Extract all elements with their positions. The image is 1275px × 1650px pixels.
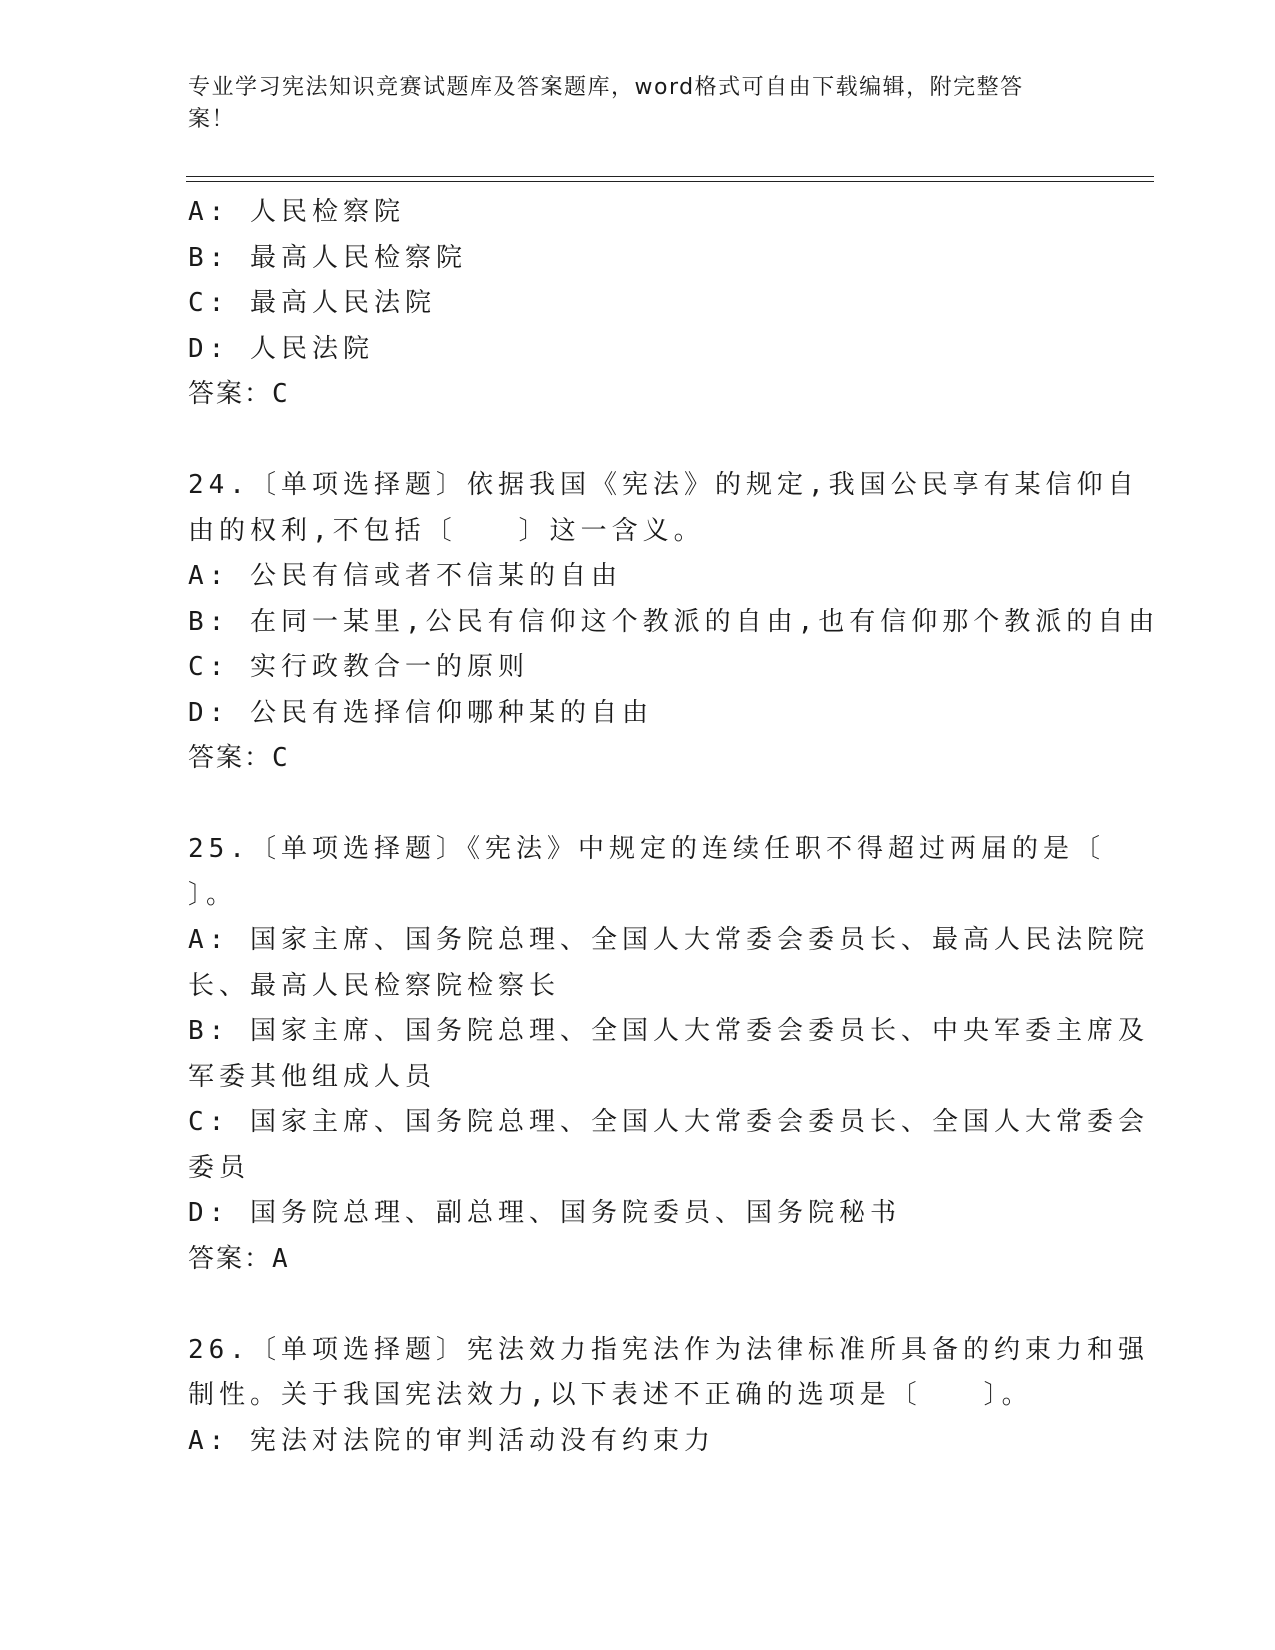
option-d: D: 人民法院 bbox=[188, 333, 374, 364]
answer bbox=[188, 372, 1088, 418]
question-list bbox=[188, 190, 1160, 1464]
answer-value: C bbox=[272, 379, 290, 409]
answer-label: 答案： bbox=[188, 1243, 273, 1274]
question-24 bbox=[188, 463, 1160, 782]
header-rule-bottom bbox=[186, 181, 1154, 182]
answer bbox=[188, 1237, 1088, 1283]
option-b: B: 国家主席、国务院总理、全国人大常委会委员长、中央军委主席及 bbox=[188, 1016, 1149, 1046]
option-a: A: 国家主席、国务院总理、全国人大常委会委员长、最高人民法院院 bbox=[188, 925, 1149, 955]
answer-value: C bbox=[272, 743, 290, 773]
question-stem: 由的权利,不包括〔 〕这一含义。 bbox=[188, 515, 705, 546]
option-a: 长、最高人民检察院检察长 bbox=[188, 970, 561, 1001]
question-stem: 25.〔单项选择题〕《宪法》中规定的连续任职不得超过两届的是〔 bbox=[188, 834, 1105, 864]
question-stem: 26.〔单项选择题〕宪法效力指宪法作为法律标准所具备的约束力和强 bbox=[188, 1334, 1149, 1365]
document-header: 专业学习宪法知识竞赛试题库及答案题库，word格式可自由下载编辑，附完整答案！ bbox=[188, 75, 1024, 132]
option-c: C: 最高人民法院 bbox=[188, 288, 436, 318]
option-c: 委员 bbox=[188, 1152, 251, 1183]
question-26 bbox=[188, 1328, 1149, 1465]
option-a: A: 宪法对法院的审判活动没有约束力 bbox=[188, 1425, 715, 1456]
option-b: 军委其他组成人员 bbox=[188, 1061, 437, 1092]
answer-label: 答案： bbox=[188, 379, 273, 409]
question-25 bbox=[188, 827, 1149, 1282]
answer-label: 答案： bbox=[188, 743, 273, 773]
answer bbox=[188, 736, 1088, 782]
option-a: A: 公民有信或者不信某的自由 bbox=[188, 561, 622, 591]
option-b: B: 最高人民检察院 bbox=[188, 242, 467, 273]
option-d: D: 公民有选择信仰哪种某的自由 bbox=[188, 697, 653, 728]
option-b: B: 在同一某里,公民有信仰这个教派的自由,也有信仰那个教派的自由 bbox=[188, 606, 1160, 637]
header-rule-top bbox=[186, 176, 1154, 177]
question-stem: 24.〔单项选择题〕依据我国《宪法》的规定,我国公民享有某信仰自 bbox=[188, 470, 1139, 500]
question-stem: 〕。 bbox=[188, 879, 238, 910]
option-c: C: 实行政教合一的原则 bbox=[188, 652, 529, 682]
answer-value: A bbox=[272, 1243, 290, 1274]
option-c: C: 国家主席、国务院总理、全国人大常委会委员长、全国人大常委会 bbox=[188, 1107, 1149, 1137]
option-d: D: 国务院总理、副总理、国务院委员、国务院秘书 bbox=[188, 1198, 901, 1228]
question-stem: 制性。关于我国宪法效力,以下表述不正确的选项是〔 〕。 bbox=[188, 1380, 1033, 1410]
question-23 bbox=[188, 190, 1088, 418]
option-a: A: 人民检察院 bbox=[188, 197, 405, 227]
